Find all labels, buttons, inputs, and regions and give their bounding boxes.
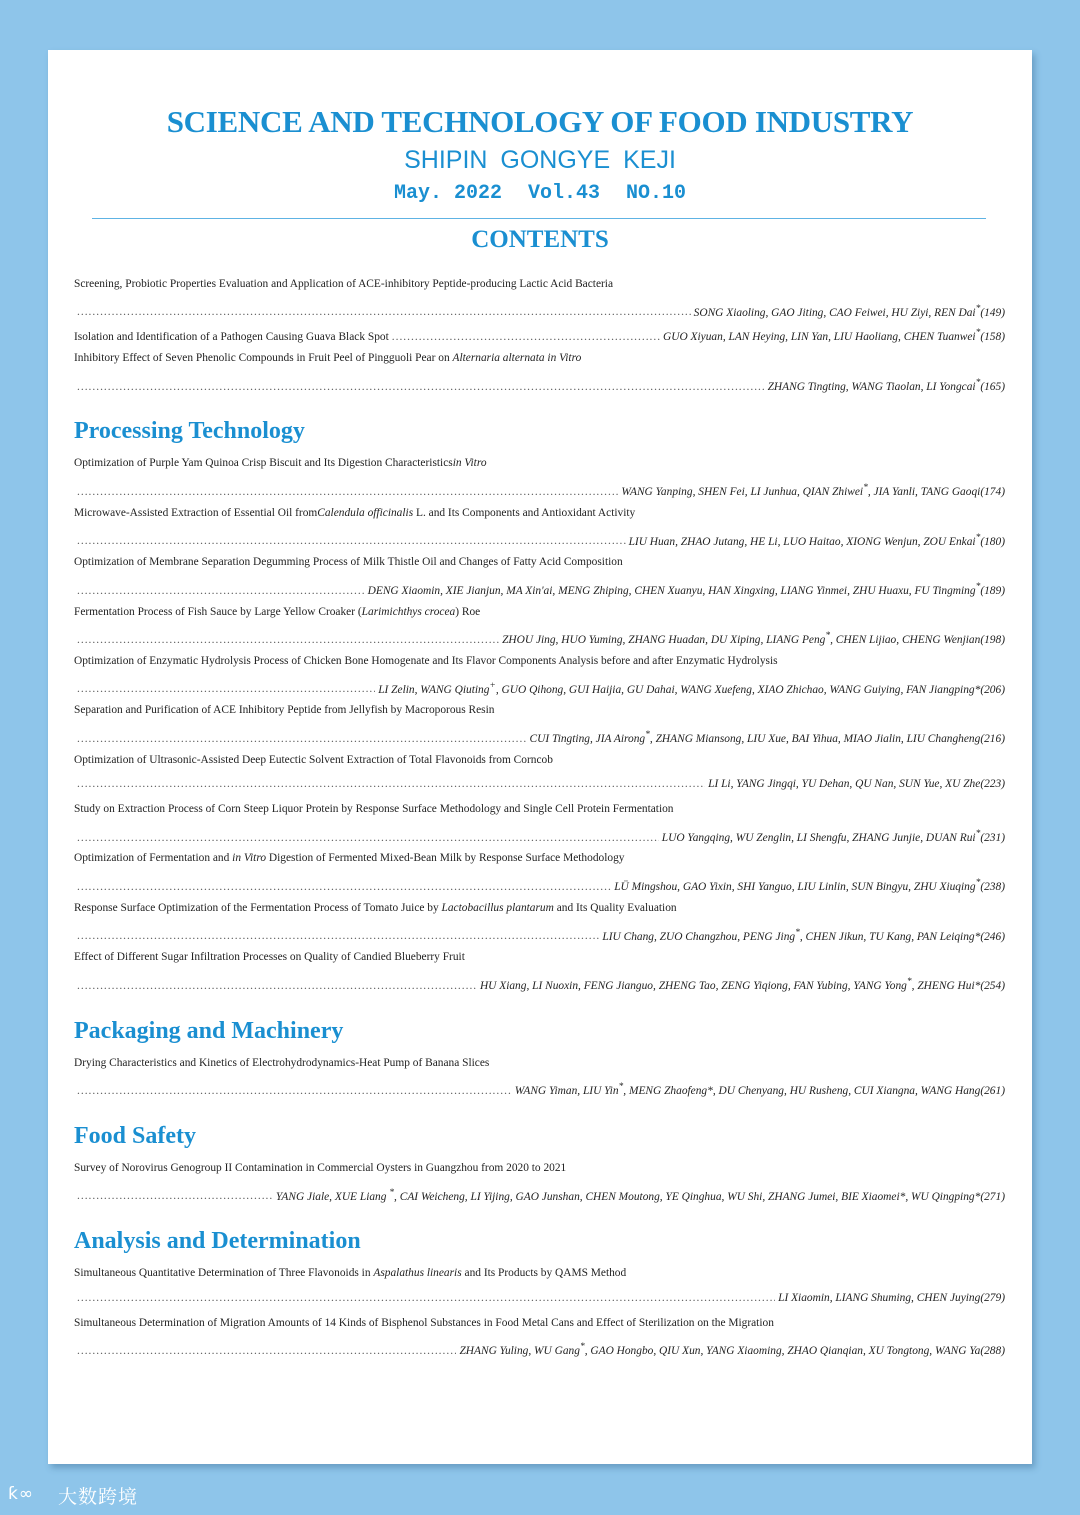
entry-title-text: and Its Products by QAMS Method xyxy=(461,1267,627,1280)
leader-dots xyxy=(77,677,375,698)
leader-dots xyxy=(77,300,691,321)
authors-text: YANG Jiale, XUE Liang xyxy=(275,1190,390,1203)
leader-dots xyxy=(77,529,626,550)
section-heading-processing: Processing Technology xyxy=(74,418,305,445)
leader-dots xyxy=(77,727,527,748)
entry-authors xyxy=(515,1075,1005,1100)
entry-title-italic: Lactobacillus plantarum xyxy=(441,901,554,914)
entry-title xyxy=(74,896,1005,921)
entry-byline xyxy=(74,772,1005,797)
entry-title-text: Optimization of Membrane Separation Degumming Process of Milk Thistle Oil and Changes of Fatty Acid Composition xyxy=(74,556,623,569)
entry-title-text: Optimization of Ultrasonic-Assisted Deep Eutectic Solvent Extraction of Total Flavonoids from Corncob xyxy=(74,753,553,766)
entry-title xyxy=(74,600,1005,625)
authors-text: LI Zelin, WANG Qiuting xyxy=(378,683,490,696)
leader-dots xyxy=(392,325,660,346)
entry-authors xyxy=(368,575,1005,600)
leader-dots xyxy=(77,875,611,896)
authors-text: LIU Chang, ZUO Changzhou, PENG Jing xyxy=(602,930,796,943)
entry-title-text: Microwave-Assisted Extraction of Essential Oil from xyxy=(74,506,318,519)
journal-subtitle: SHIPIN GONGYE KEJI xyxy=(404,146,676,174)
corresponding-mark: * xyxy=(645,730,650,740)
toc-entry xyxy=(74,698,1005,747)
entry-authors: GUO Xiyuan, LAN Heying, LIN Yan, LIU Haoliang, CHEN Tuanwei*(158) xyxy=(663,328,1005,344)
toc-entry xyxy=(74,945,1005,994)
leader-dots xyxy=(77,1184,273,1205)
entry-title-text: Study on Extraction Process of Corn Steep Liquor Protein by Response Surface Methodology and Single Cell Protein Fermentation xyxy=(74,803,674,816)
entry-authors xyxy=(530,723,1005,748)
entry-title-italic: Larimichthys crocea xyxy=(361,605,456,618)
leader-dots xyxy=(77,579,365,600)
leader-dots xyxy=(77,1079,512,1100)
entry-authors xyxy=(778,1286,1005,1311)
authors-text: , ZHENG Hui* xyxy=(911,979,981,992)
entry-title xyxy=(74,1156,1005,1181)
corresponding-mark: * xyxy=(579,1342,585,1353)
entry-byline xyxy=(74,674,1005,699)
leader-dots xyxy=(77,1286,775,1311)
page-number: (246) xyxy=(980,930,1005,943)
entry-title-text: Simultaneous Quantitative Determination of Three Flavonoids in xyxy=(74,1267,374,1280)
authors-text: , ZHANG Miansong, LIU Xue, BAI Yihua, MIAO Jialin, LIU Changheng xyxy=(649,732,981,745)
section-heading-analysis: Analysis and Determination xyxy=(74,1228,361,1255)
toc-entry xyxy=(74,649,1005,698)
corresponding-mark: + xyxy=(489,680,496,691)
entry-authors xyxy=(378,674,1005,699)
entry-byline xyxy=(74,723,1005,748)
page-number: (238) xyxy=(980,880,1005,893)
packaging-entries xyxy=(74,1051,1005,1100)
corresponding-mark: * xyxy=(975,878,981,889)
authors-text: LÜ Mingshou, GAO Yixin, SHI Yanguo, LIU Linlin, SUN Bingyu, ZHU Xiuqing xyxy=(614,880,976,893)
entry-title xyxy=(74,550,1005,575)
page-number: (189) xyxy=(980,584,1005,597)
authors-text: HU Xiang, LI Nuoxin, FENG Jianguo, ZHENG Tao, ZENG Yiqiong, FAN Yubing, YANG Yong xyxy=(479,979,907,992)
entry-authors xyxy=(708,772,1005,797)
entry-title-text: Drying Characteristics and Kinetics of Electrohydrodynamics-Heat Pump of Banana Slices xyxy=(74,1056,490,1069)
entry-authors: SONG Xiaoling, GAO Jiting, CAO Feiwei, HU Ziyi, REN Dai*(149) xyxy=(693,303,1005,319)
section-heading-packaging: Packaging and Machinery xyxy=(74,1017,344,1044)
authors-text: , JIA Yanli, TANG Gaoqi xyxy=(867,485,981,498)
safety-entries xyxy=(74,1156,1005,1205)
authors-text: DENG Xiaomin, XIE Jianjun, MA Xin'ai, MENG Zhiping, CHEN Xuanyu, HAN Xingxing, LIANG Yinmei, ZHU Huaxu, FU Tingming xyxy=(367,584,976,597)
toc-entry xyxy=(74,1156,1005,1205)
entry-authors xyxy=(602,921,1005,946)
entry-byline xyxy=(74,526,1005,551)
watermark-logo-icon xyxy=(8,1482,52,1509)
contents-page xyxy=(48,50,1032,1464)
entry-authors xyxy=(629,526,1005,551)
authors-text: LIU Huan, ZHAO Jutang, HE Li, LUO Haitao, XIONG Wenjun, ZOU Enkai xyxy=(628,535,976,548)
toc-entry xyxy=(74,1051,1005,1100)
toc-entry xyxy=(74,1311,1005,1360)
toc-entry xyxy=(74,600,1005,649)
entry-title: Isolation and Identification of a Pathogen Causing Guava Black Spot xyxy=(74,331,389,344)
entry-authors xyxy=(621,476,1005,501)
authors-text: ZHANG Yuling, WU Gang xyxy=(459,1345,580,1358)
toc-entry xyxy=(74,501,1005,550)
entry-title-text: Effect of Different Sugar Infiltration Processes on Quality of Candied Blueberry Fruit xyxy=(74,951,465,964)
entry-title-text: Optimization of Enzymatic Hydrolysis Process of Chicken Bone Homogenate and Its Flavor Components Analysis before and after Enzymatic Hydrolysis xyxy=(74,654,778,667)
page-number: (231) xyxy=(980,831,1005,844)
entry-title: Screening, Probiotic Properties Evaluation and Application of ACE-inhibitory Peptide-producing Lactic Acid Bacteria xyxy=(74,278,614,290)
corresponding-mark: * xyxy=(795,927,800,938)
svg-text:ƙ∞: ƙ∞ xyxy=(8,1483,35,1504)
toc-entry xyxy=(74,797,1005,846)
entry-byline xyxy=(74,1335,1005,1360)
corresponding-mark: * xyxy=(825,631,831,642)
authors-text: CUI Tingting, JIA Airong xyxy=(529,732,646,745)
authors-text: , CHEN Jikun, TU Kang, PAN Leiqing* xyxy=(799,930,981,943)
entry-byline xyxy=(74,624,1005,649)
authors-text: , CHEN Lijiao, CHENG Wenjian xyxy=(830,634,981,647)
entry-title xyxy=(74,1051,1005,1076)
entry-title-text: Optimization of Purple Yam Quinoa Crisp Biscuit and Its Digestion Characteristics xyxy=(74,457,453,470)
issue-info xyxy=(48,182,1032,205)
entry-title-text: Digestion of Fermented Mixed-Bean Milk by Response Surface Methodology xyxy=(266,852,625,865)
page-number: (279) xyxy=(980,1292,1005,1304)
authors-text: , GAO Hongbo, QIU Xun, YANG Xiaoming, ZHAO Qianqian, XU Tongtong, WANG Ya xyxy=(584,1345,981,1358)
toc-entry xyxy=(74,451,1005,500)
corresponding-mark: * xyxy=(389,1187,395,1198)
leader-dots xyxy=(77,924,599,945)
contents-body xyxy=(74,272,1005,1360)
toc-entry xyxy=(74,550,1005,599)
page-number: (206) xyxy=(980,683,1005,696)
watermark-text: 大数跨境 xyxy=(58,1485,139,1508)
entry-authors xyxy=(614,871,1005,896)
entry-authors xyxy=(502,624,1005,649)
entry-authors xyxy=(480,970,1005,995)
toc-entry xyxy=(74,748,1005,797)
authors-text: , GUO Qihong, GUI Haijia, GU Dahai, WANG Xuefeng, XIAO Zhichao, WANG Guiying, FAN Jiangping* xyxy=(495,683,981,696)
entry-title-text: L. and Its Components and Antioxidant Activity xyxy=(413,506,636,519)
issue-month: May. 2022 xyxy=(393,182,502,205)
page-number: (174) xyxy=(980,485,1005,498)
entry-title-italic: Aspalathus linearis xyxy=(373,1267,462,1280)
leader-dots xyxy=(77,826,659,847)
entry-authors xyxy=(276,1181,1005,1206)
entry-byline xyxy=(74,822,1005,847)
watermark xyxy=(8,1480,138,1510)
entry-title xyxy=(74,649,1005,674)
entry-byline xyxy=(74,871,1005,896)
entry-title xyxy=(74,451,1005,476)
entry-inline xyxy=(74,321,1005,346)
entry-title-text: Response Surface Optimization of the Fermentation Process of Tomato Juice by xyxy=(74,901,442,914)
processing-entries xyxy=(74,451,1005,994)
corresponding-mark: * xyxy=(863,483,868,494)
leader-dots xyxy=(77,375,765,396)
entry-title-text: ) Roe xyxy=(455,605,481,618)
entry-byline xyxy=(74,1075,1005,1100)
entry-title xyxy=(74,748,1005,773)
toc-entry xyxy=(74,896,1005,945)
entry-byline xyxy=(74,921,1005,946)
authors-text: , MENG Zhaofeng*, DU Chenyang, HU Rusheng, CUI Xiangna, WANG Hang xyxy=(623,1085,981,1098)
intro-entries xyxy=(74,272,1005,395)
authors-text: WANG Yiman, LIU Yin xyxy=(514,1085,619,1098)
entry-byline xyxy=(74,575,1005,600)
page-number: (261) xyxy=(980,1085,1005,1098)
entry-title: Inhibitory Effect of Seven Phenolic Compounds in Fruit Peel of Pingguoli Pear on Alternaria alternata in Vitro xyxy=(74,352,582,365)
analysis-entries xyxy=(74,1261,1005,1360)
entry-title-text: Optimization of Fermentation and xyxy=(74,852,233,865)
authors-text: LI Xiaomin, LIANG Shuming, CHEN Juying xyxy=(778,1292,981,1304)
entry-title-text: Fermentation Process of Fish Sauce by Large Yellow Croaker ( xyxy=(74,605,362,618)
entry-title-italic: Calendula officinalis xyxy=(317,506,414,519)
page-number: (216) xyxy=(980,732,1005,745)
corresponding-mark: * xyxy=(975,828,981,839)
entry-title xyxy=(74,501,1005,526)
leader-dots xyxy=(77,1339,456,1360)
entry-title-text: Simultaneous Determination of Migration Amounts of 14 Kinds of Bisphenol Substances in Food Metal Cans and Effect of Sterilization on the Migration xyxy=(74,1316,774,1329)
header-divider xyxy=(92,218,986,219)
corresponding-mark: * xyxy=(975,581,981,592)
entry-title-text: and Its Quality Evaluation xyxy=(553,901,677,914)
authors-text: ZHOU Jing, HUO Yuming, ZHANG Huadan, DU Xiping, LIANG Peng xyxy=(502,634,826,647)
leader-dots xyxy=(77,480,618,501)
section-heading-food-safety: Food Safety xyxy=(74,1122,196,1149)
contents-heading: CONTENTS xyxy=(471,226,609,253)
authors-text: LI Li, YANG Jingqi, YU Dehan, QU Nan, SUN Yue, XU Zhe xyxy=(708,778,981,791)
entry-title xyxy=(74,945,1005,970)
page-number: (271) xyxy=(980,1190,1005,1203)
entry-title-text: Separation and Purification of ACE Inhibitory Peptide from Jellyfish by Macroporous Resin xyxy=(74,704,495,717)
entry-byline xyxy=(74,297,1005,322)
entry-byline xyxy=(74,476,1005,501)
entry-authors xyxy=(662,822,1005,847)
authors-text: WANG Yanping, SHEN Fei, LI Junhua, QIAN Zhiwei xyxy=(621,485,864,498)
page-number: (254) xyxy=(980,979,1005,992)
toc-entry xyxy=(74,1261,1005,1310)
issue-number: NO.10 xyxy=(626,182,687,205)
entry-title xyxy=(74,698,1005,723)
issue-volume: Vol.43 xyxy=(528,182,601,205)
leader-dots xyxy=(77,628,499,649)
corresponding-mark: * xyxy=(618,1082,624,1093)
entry-authors: ZHANG Tingting, WANG Tiaolan, LI Yongcai*(165) xyxy=(767,377,1005,393)
entry-title xyxy=(74,846,1005,871)
entry-byline xyxy=(74,1286,1005,1311)
page-number: (288) xyxy=(980,1345,1005,1358)
corresponding-mark: * xyxy=(906,976,912,987)
entry-title-italic: in Vitro xyxy=(232,852,267,865)
leader-dots xyxy=(77,974,477,995)
page-number: (223) xyxy=(980,778,1005,791)
page-number: (198) xyxy=(980,634,1005,647)
authors-text: , CAI Weicheng, LI Yijing, GAO Junshan, CHEN Moutong, YE Qinghua, WU Shi, ZHANG Jumei, BIE Xiaomei*, WU Qingping* xyxy=(394,1190,981,1203)
entry-byline xyxy=(74,371,1005,396)
entry-authors xyxy=(459,1335,1005,1360)
entry-title xyxy=(74,797,1005,822)
entry-byline xyxy=(74,970,1005,995)
page-number: (180) xyxy=(980,535,1005,548)
entry-title xyxy=(74,1311,1005,1336)
entry-byline xyxy=(74,1181,1005,1206)
leader-dots xyxy=(77,772,705,797)
toc-entry xyxy=(74,846,1005,895)
journal-title: SCIENCE AND TECHNOLOGY OF FOOD INDUSTRY xyxy=(166,104,914,139)
authors-text: LUO Yangqing, WU Zenglin, LI Shengfu, ZHANG Junjie, DUAN Rui xyxy=(661,831,976,844)
entry-title-text: Survey of Norovirus Genogroup II Contamination in Commercial Oysters in Guangzhou from 2020 to 2021 xyxy=(74,1161,567,1174)
entry-title-italic: in Vitro xyxy=(452,457,487,470)
entry-title xyxy=(74,1261,1005,1286)
corresponding-mark: * xyxy=(975,532,981,543)
